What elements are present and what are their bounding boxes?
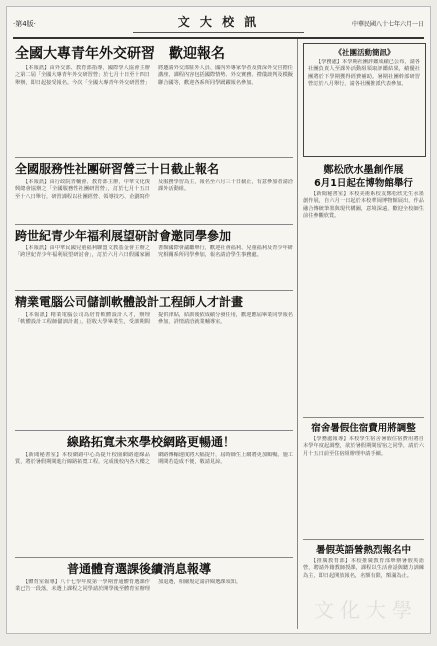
article-divider bbox=[303, 417, 424, 418]
masthead bbox=[13, 11, 424, 39]
headline-dorm-fee-adjustment: 宿舍暑假住宿費用將調整 bbox=[311, 423, 416, 434]
subheadline-exhibition-date: 6月1日起在博物館舉行 bbox=[314, 178, 413, 189]
article-divider bbox=[15, 157, 293, 158]
headline-pe-course-selection: 普通體育選課後續消息報導 bbox=[67, 562, 212, 576]
article-divider bbox=[15, 224, 293, 225]
article-network-upgrade: 【新聞秘書室】本校網路中心為提升校園網路連線品質，將於暑假期間進行線路拓寬工程，完成後校內各大樓之網路傳輸速度將大幅提升，屆時師生上網將更加順暢。施工期間若造成不便，敬請見諒。 bbox=[15, 452, 293, 466]
headline-service-club-camp: 全國服務性社團研習營三十日截止報名 bbox=[15, 162, 220, 176]
article-divider bbox=[15, 290, 293, 291]
article-service-club-camp: 【本報訊】由行政院青輔會、教育部主辦，中華文化復興總會協辦之「全國服務性社團研習營」，訂於七月十五日至十八日舉行，研習課程以社團經營、領導技巧、企劃寫作及服務學習為主，報名至六月三十日截止，有意參加者請洽課外活動組。 bbox=[15, 179, 293, 200]
title-rule bbox=[133, 32, 304, 33]
watermark: 文化大學 bbox=[314, 598, 418, 622]
article-divider bbox=[303, 539, 424, 540]
article-dorm-fee-adjustment: 【學務處報導】本校學生宿舍暑假住宿費用將自本學年度起調整，欲於暑假期間留宿之同學，請於六月十五日前至住宿組辦理申請手續。 bbox=[303, 436, 424, 457]
article-ink-painting-exhibition: 【新聞秘書室】本校美術系校友鄭松欣先生水墨創作展，自六月一日起於本校華岡博物館展出，作品融合傳統筆墨與現代構圖，意境深遠，歡迎全校師生前往參觀欣賞。 bbox=[303, 191, 424, 220]
newspaper-page bbox=[6, 6, 431, 634]
column-divider bbox=[297, 39, 298, 629]
paper-title: 文 大 校 訊 bbox=[177, 15, 260, 29]
issue-date: 中華民國八十七年六月一日 bbox=[351, 21, 424, 28]
article-youth-welfare-seminar: 【本報訊】由中華民國兒童福利聯盟文教基金會主辦之「跨世紀青少年福利展望研討會」，訂於六月六日假國家圖書館國際會議廳舉行，歡迎社會福利、兒童福利及青少年研究相關系所同學參加，報名請洽學生事務處。 bbox=[15, 245, 293, 259]
article-divider bbox=[15, 557, 293, 558]
headline-network-upgrade: 線路拓寬未來學校網路更暢通！ bbox=[67, 435, 236, 449]
article-software-engineer-training: 【本報訊】精業電腦公司為培育軟體設計人才，辦理「軟體設計工程師儲訓計畫」，招收大學畢業生，受訓期間提供津貼，結訓後依成績分發任用，歡迎應屆畢業同學報名參加，詳情請洽就業輔導室。 bbox=[15, 312, 293, 326]
headline-foreign-affairs-camp: 全國大專青年外交研習 歡迎報名 bbox=[15, 46, 225, 62]
article-foreign-affairs-camp: 【本報訊】由外交部、教育部指導，國際學人協會主辦之第二屆「全國大專青年外交研習營」於七月十日至十四日舉辦，即日起接受報名。今次「全國大專青年外交研習營」將邀請外交部駐外人員、國內外專家學者及資深外交官擔任講座，課程內容包括國際情勢、外交實務、禮儀談判及模擬聯合國等，歡迎各系所同學踴躍報名參加。 bbox=[15, 65, 293, 86]
article-pe-course-selection: 【體育室報導】八十七學年度第一學期普通體育選課作業已告一段落，未選上課程之同學請於開學後至體育室辦理加退選，相關規定請詳閱選課須知。 bbox=[15, 579, 242, 593]
page-number: ‧第4版‧ bbox=[13, 20, 36, 28]
club-news-text: 【學務處】本學期社團評鑑成績已公布，請各社團負責人至課外活動組領取評鑑結果，績優社團將於下學期獲得經費補助。暑期社團幹部研習營訂於八月舉行，請各社團推派代表參加。 bbox=[308, 59, 420, 88]
headline-summer-english-camp: 暑假英語營熱烈報名中 bbox=[315, 545, 411, 556]
article-summer-english-camp: 【推廣教育部】本校推廣教育部舉辦暑假英語營，聘請外籍教師授課，課程以生活會話與聽力訓練為主，即日起開放報名，名額有限，額滿為止。 bbox=[303, 558, 424, 579]
headline-software-engineer-training: 精業電腦公司儲訓軟體設計工程師人才計畫 bbox=[15, 295, 244, 309]
article-divider bbox=[15, 430, 293, 431]
club-news-box bbox=[303, 43, 426, 157]
headline-youth-welfare-seminar: 跨世紀青少年福利展望研討會邀同學參加 bbox=[15, 229, 232, 243]
club-news-title: 《社團活動簡訊》 bbox=[334, 48, 395, 57]
headline-ink-painting-exhibition: 鄭松欣水墨創作展 bbox=[323, 165, 404, 176]
